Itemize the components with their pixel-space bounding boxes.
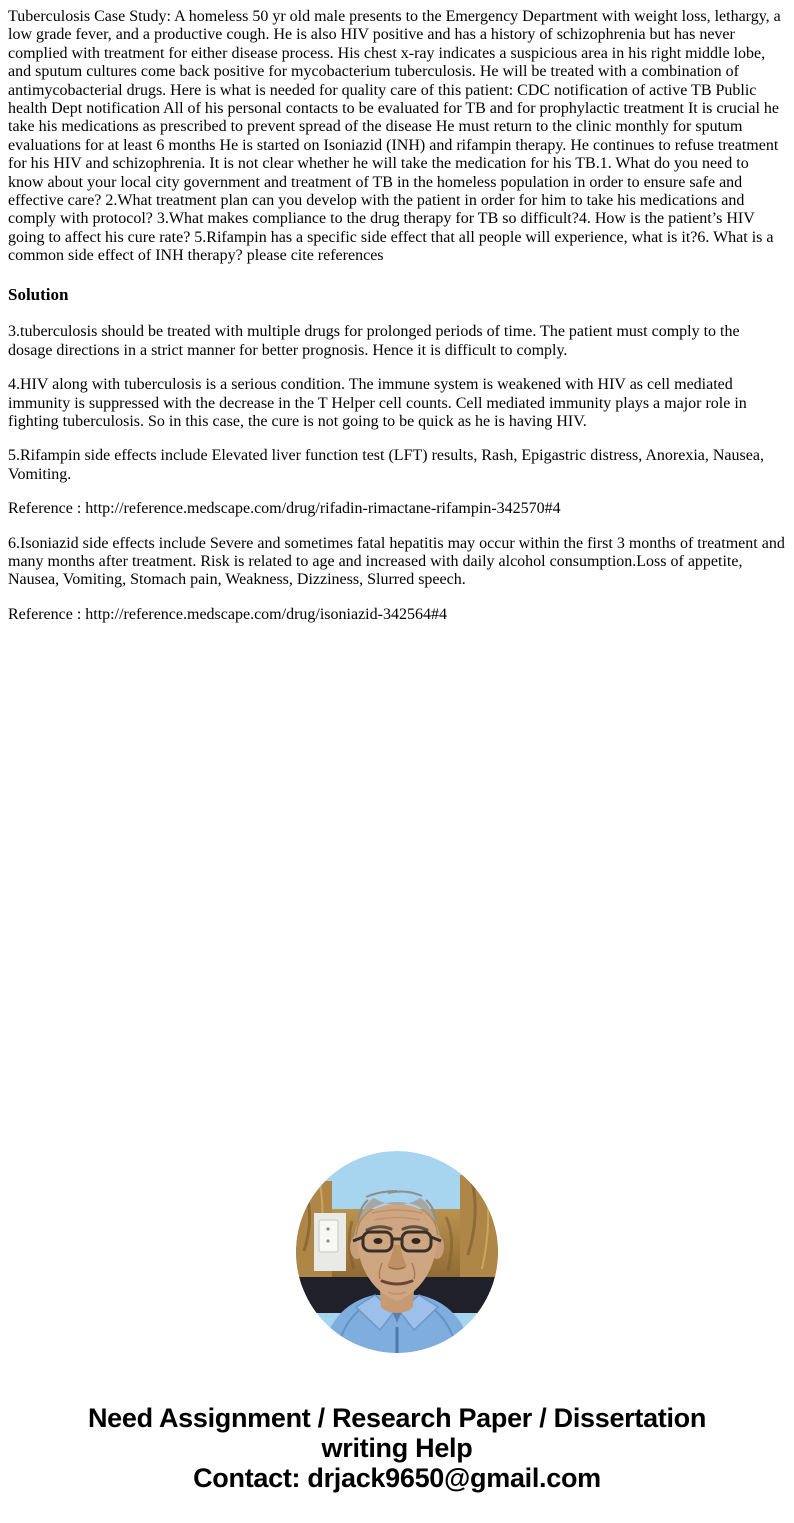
reference-isoniazid: Reference : http://reference.medscape.com/drug/isoniazid-342564#4 [8,605,447,623]
case-study-paragraph: Tuberculosis Case Study: A homeless 50 yr old male presents to the Emergency Department with weight loss, lethargy, a low grade fever, and a productive cough. He is also HIV positive and has a history of schizophrenia but has never complied with treatment for either disease process. His chest x-ray indicates a suspicious area in his right middle lobe, and sputum cultures come back positive for mycobacterium tuberculosis. He will be treated with a combination of antimycobacterial drugs. Here is what is needed for quality care of this patient: CDC notification of active TB Public health Dept notification All of his personal contacts to be evaluated for TB and for prophylactic treatment It is crucial he take his medications as prescribed to prevent spread of the disease He must return to the clinic monthly for sputum evaluations for at least 6 months He is started on Isoniazid (INH) and rifampin therapy. He continues to refuse treatment for his HIV and schizophrenia. It is not clear whether he will take the medication for his TB.1. What do you need to know about your local city government and treatment of TB in the homeless population in order to ensure safe and effective care? 2.What treatment plan can you develop with the patient in order for him to take his medications and comply with protocol? 3.What makes compliance to the drug therapy for TB so difficult?4. How is the patient’s HIV going to affect his cure rate? 5.Rifampin has a specific side effect that all people will experience, what is it?6. What is a common side effect of INH therapy? please cite references [8,8,781,265]
author-portrait-photo [296,1151,498,1353]
eye-right [412,1238,421,1244]
reference-rifampin: Reference : http://reference.medscape.com/drug/rifadin-rimactane-rifampin-342570#4 [8,500,561,518]
eye-left [374,1238,383,1244]
background-wall-switch [314,1213,346,1271]
solution-paragraph-6: 6.Isoniazid side effects include Severe and sometimes fatal hepatitis may occur within the first 3 months of treatment and many months after treatment. Risk is related to age and increased with daily alcohol consumption.Loss of appetite, Nausea, Vomiting, Stomach pain, Weakness, Dizziness, Slurred speech. [8,534,785,589]
footer-banner [0,1403,794,1493]
portrait-man-glasses-illustration [296,1151,498,1353]
solution-paragraph-4: 4.HIV along with tuberculosis is a serious condition. The immune system is weakened with HIV as cell mediated immunity is suppressed with the decrease in the T Helper cell counts. Cell mediated immunity plays a major role in fighting tuberculosis. So in this case, the cure is not going to be quick as he is having HIV. [8,376,747,431]
footer-help-line-2: writing Help [321,1433,473,1463]
solution-paragraph-3: 3.tuberculosis should be treated with multiple drugs for prolonged periods of time. The patient must comply to the dosage directions in a strict manner for better prognosis. Hence it is difficult to comply. [8,323,740,359]
solution-heading: Solution [8,285,69,305]
footer-help-line-1: Need Assignment / Research Paper / Dissertation [87,1403,707,1433]
document-content [0,0,794,640]
solution-paragraph-5: 5.Rifampin side effects include Elevated liver function test (LFT) results, Rash, Epigastric distress, Anorexia, Nausea, Vomiting. [8,447,764,483]
footer-contact-email: Contact: drjack9650@gmail.com [193,1463,601,1493]
